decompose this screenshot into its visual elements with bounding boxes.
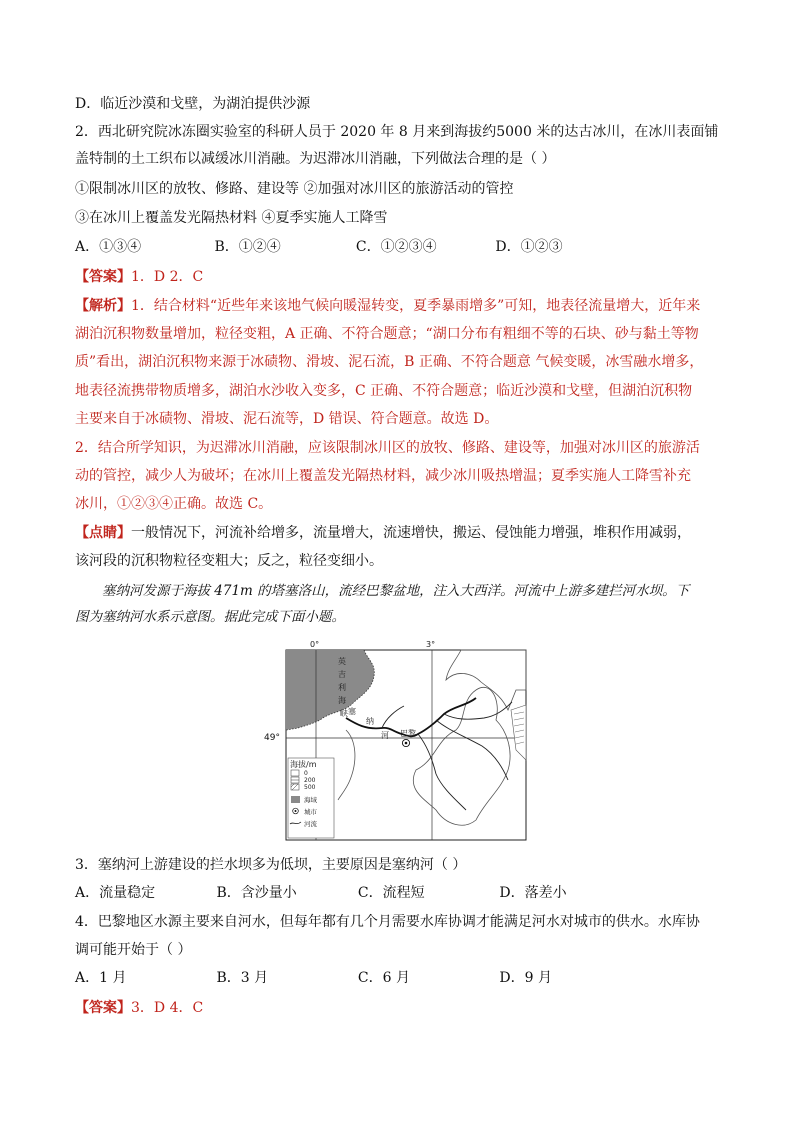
legend-sea-swatch: [291, 796, 300, 803]
sea-label-2: 吉: [338, 670, 346, 679]
q3-options: [75, 884, 567, 902]
analysis-text: 1．结合材料“近些年来该地气候向暖湿转变，夏季暴雨增多”可知，地表径流量增大，近年来: [131, 298, 701, 314]
sea-label-1: 英: [338, 657, 346, 666]
answer-text: 3．D 4．C: [131, 1000, 204, 1016]
intro-line-1: 塞纳河发源于海拔 471m 的塔塞洛山，流经巴黎盆地，注入大西洋。河流中上游多建拦河水坝。下: [102, 583, 690, 599]
answer-text: 1．D 2．C: [131, 269, 204, 285]
q2-option-b: B．①②④: [214, 239, 281, 255]
analysis-line-8: 冰川，①②③④正确。故选 C。: [75, 496, 273, 512]
q3-stem: 3．塞纳河上游建设的拦水坝多为低坝，主要原因是塞纳河（ ）: [75, 857, 467, 873]
analysis-line-3: 质”看出，湖泊沉积物来源于冰碛物、滑坡、泥石流，B 正确、不符合题意 气候变暖，冰雪融水增多，: [75, 354, 704, 370]
analysis-line-7: 动的管控，减少人为破坏；在冰川上覆盖发光隔热材料，减少冰川吸热增温；夏季实施人工降雪补充: [75, 468, 691, 484]
intro-line-2: 图为塞纳河水系示意图。据此完成下面小题。: [75, 609, 345, 625]
q2-options: [75, 238, 563, 256]
legend-swatch-0: [291, 770, 299, 776]
answer-block-1: [75, 268, 203, 286]
sea-label-4: 海: [338, 696, 346, 705]
q4-stem-line1: 4．巴黎地区水源主要来自河水，但每年都有几个月需要水库协调才能满足河水对城市的供水。水库协: [75, 914, 700, 930]
q4-option-c: C．6 月: [357, 970, 410, 986]
q2-option-d: D．①②③: [495, 239, 563, 255]
q4-option-d: D．9 月: [499, 970, 552, 986]
q4-stem-line2: 调可能开始于（ ）: [75, 942, 192, 958]
legend-river-label: 河流: [304, 820, 317, 828]
river-label-2: 纳: [366, 717, 374, 726]
dianjing-text: 一般情况下，河流补给增多，流量增大，流速增快，搬运、侵蚀能力增强，堆积作用减弱，: [131, 525, 691, 541]
lat-49-label: 49°: [264, 733, 280, 743]
legend-level-500: 500: [304, 784, 316, 791]
legend-city-label: 城市: [304, 808, 317, 816]
river-label-3: 河: [381, 731, 389, 740]
answer-block-2: [75, 999, 203, 1017]
legend-title: 海拔/m: [290, 760, 317, 769]
q2-items-line1: ①限制冰川区的放牧、修路、建设等 ②加强对冰川区的旅游活动的管控: [75, 181, 514, 197]
seine-map: [286, 640, 526, 840]
dianjing-tag: 【点睛】: [75, 525, 131, 541]
analysis-line-5: 主要来自于冰碛物、滑坡、泥石流等，D 错误、符合题意。故选 D。: [75, 411, 499, 427]
q4-options: [75, 969, 552, 987]
dianjing-line-1: [75, 524, 691, 542]
answer-tag: 【答案】: [75, 1000, 131, 1016]
sea-label-5: 峡: [340, 709, 348, 718]
q1-option-d: D．临近沙漠和戈壁，为湖泊提供沙源: [75, 96, 311, 112]
analysis-line-6: 2．结合所学知识，为迟滞冰川消融，应该限制冰川区的放牧、修路、建设等，加强对冰川区的旅游活: [75, 440, 700, 456]
q3-option-a: A．流量稳定: [75, 885, 156, 901]
lon-0-label: 0°: [310, 640, 320, 649]
analysis-line-4: 地表径流携带物质增多，湖泊水沙收入变多，C 正确、不符合题意；临近沙漠和戈壁，但湖泊沉积物: [75, 383, 693, 399]
lon-3-label: 3°: [426, 640, 436, 649]
sea-label-3: 利: [338, 683, 346, 692]
legend-level-200: 200: [304, 777, 316, 784]
q3-option-b: B．含沙量小: [216, 885, 297, 901]
q2-stem-line2: 盖特制的土工织布以减缓冰川消融。为迟滞冰川消融，下列做法合理的是（ ）: [75, 151, 556, 167]
paris-label: 巴黎: [400, 729, 416, 738]
q3-option-d: D．落差小: [499, 885, 567, 901]
paris-city-dot: [405, 742, 408, 745]
river-label-1: 塞: [348, 707, 356, 716]
legend-sea-label: 海域: [304, 796, 317, 804]
analysis-tag: 【解析】: [75, 298, 131, 314]
q2-stem-line1: 2．西北研究院冰冻圈实验室的科研人员于 2020 年 8 月来到海拔约5000 米的达古冰川，在冰川表面铺: [75, 124, 719, 140]
q2-items-line2: ③在冰川上覆盖发光隔热材料 ④夏季实施人工降雪: [75, 210, 388, 226]
q2-option-c: C．①②③④: [355, 239, 437, 255]
analysis-line-2: 湖泊沉积物数量增加，粒径变粗，A 正确、不符合题意；“湖口分布有粗细不等的石块、砂与黏土等物: [75, 326, 699, 342]
q2-option-a: A．①③④: [75, 239, 142, 255]
q4-option-b: B．3 月: [216, 970, 269, 986]
analysis-line-1: [75, 297, 700, 315]
dianjing-line-2: 该河段的沉积物粒径变粗大；反之，粒径变细小。: [75, 553, 383, 569]
q4-option-a: A．1 月: [75, 970, 127, 986]
q3-option-c: C．流程短: [357, 885, 425, 901]
answer-tag: 【答案】: [75, 269, 131, 285]
legend-level-0: 0: [304, 770, 308, 777]
